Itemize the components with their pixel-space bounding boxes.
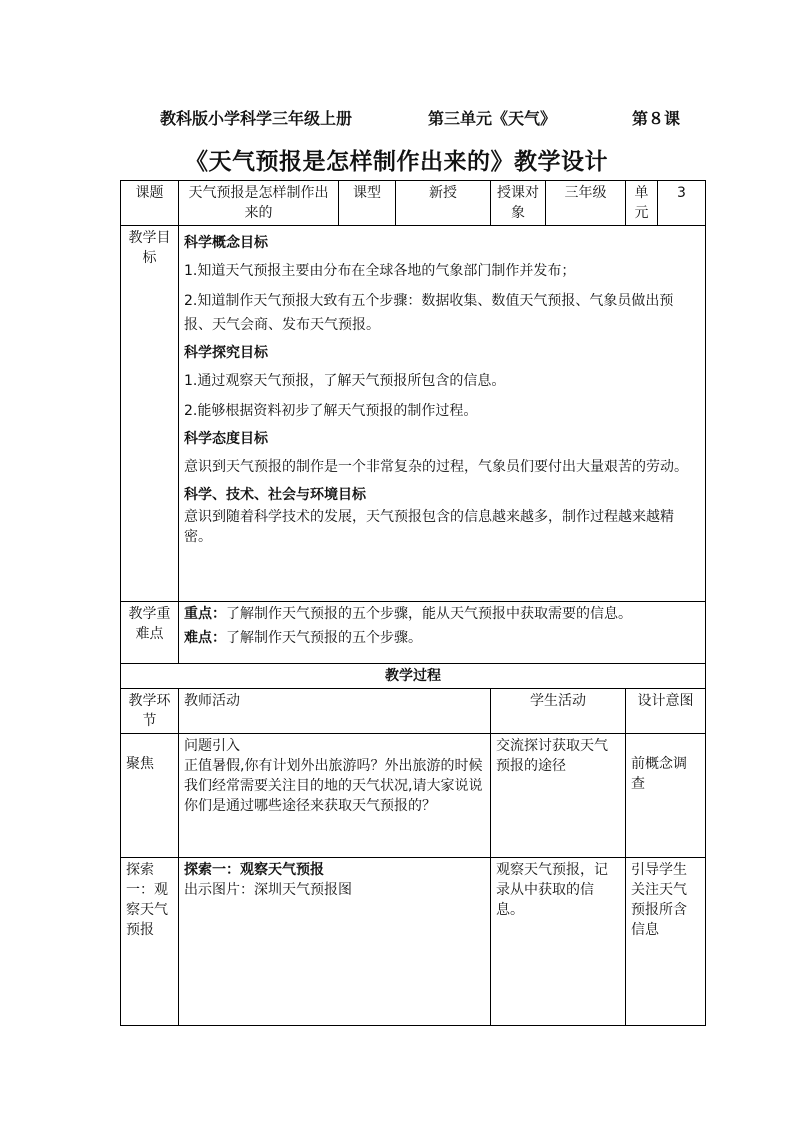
unit-value: 3 (658, 181, 706, 226)
objectives-label: 教学目标 (121, 226, 179, 602)
topic-label: 课题 (121, 181, 179, 226)
objectives-row (121, 226, 706, 602)
key-text: 了解制作天气预报的五个步骤，能从天气预报中获取需要的信息。 (226, 606, 632, 622)
teacher-header: 教师活动 (179, 689, 491, 734)
lesson-plan-table (120, 180, 706, 1026)
unit-label-cell: 单元 (626, 181, 658, 226)
sts-item: 意识到随着科学技术的发展，天气预报包含的信息越来越多，制作过程越来越精密。 (184, 509, 674, 545)
inquiry-item: 1.通过观察天气预报，了解天气预报所包含的信息。 (184, 373, 506, 389)
key-points-content (179, 602, 706, 664)
student-cell: 交流探讨获取天气预报的途径 (491, 734, 626, 858)
type-label: 课型 (339, 181, 396, 226)
intent-cell: 引导学生关注天气预报所含信息 (626, 858, 706, 1026)
key-label: 重点： (184, 606, 226, 622)
inquiry-title: 科学探究目标 (184, 345, 268, 361)
stage-header: 教学环节 (121, 689, 179, 734)
table-row (121, 734, 706, 858)
inquiry-item: 2.能够根据资料初步了解天气预报的制作过程。 (184, 403, 478, 419)
teacher-cell (179, 734, 491, 858)
info-row (121, 181, 706, 226)
stage-cell: 聚焦 (121, 734, 179, 858)
student-header: 学生活动 (491, 689, 626, 734)
page-title: 《天气预报是怎样制作出来的》教学设计 (185, 148, 608, 175)
sts-title: 科学、技术、社会与环境目标 (184, 487, 366, 503)
key-points-label: 教学重难点 (121, 602, 179, 664)
teacher-text: 正值暑假,你有计划外出旅游吗？外出旅游的时候我们经常需要关注目的地的天气状况,请大家说说你们是通过哪些途径来获取天气预报的？ (184, 758, 483, 814)
teacher-heading: 问题引入 (184, 738, 240, 754)
objectives-content (179, 226, 706, 602)
concept-item: 1.知道天气预报主要由分布在全球各地的气象部门制作并发布； (184, 263, 576, 279)
attitude-title: 科学态度目标 (184, 431, 268, 447)
difficult-label: 难点： (184, 630, 226, 646)
teacher-cell (179, 858, 491, 1026)
teacher-heading: 探索一：观察天气预报 (184, 862, 324, 878)
key-points-row (121, 602, 706, 664)
process-title: 教学过程 (121, 664, 706, 689)
document-header (160, 106, 680, 129)
concept-item: 2.知道制作天气预报大致有五个步骤：数据收集、数值天气预报、气象员做出预报、天气会商、发布天气预报。 (184, 293, 674, 333)
attitude-item: 意识到天气预报的制作是一个非常复杂的过程，气象员们要付出大量艰苦的劳动。 (184, 459, 688, 475)
concept-title: 科学概念目标 (184, 235, 268, 251)
audience-value: 三年级 (546, 181, 626, 226)
series-label: 教科版小学科学三年级上册 (160, 109, 353, 128)
intent-cell: 前概念调查 (626, 734, 706, 858)
table-row (121, 858, 706, 1026)
intent-header: 设计意图 (626, 689, 706, 734)
difficult-text: 了解制作天气预报的五个步骤。 (226, 630, 422, 646)
audience-label: 授课对象 (491, 181, 546, 226)
teacher-text: 出示图片：深圳天气预报图 (184, 882, 352, 898)
process-title-row (121, 664, 706, 689)
type-value: 新授 (396, 181, 491, 226)
stage-cell: 探索一：观察天气预报 (121, 858, 179, 1026)
student-cell: 观察天气预报，记录从中获取的信息。 (491, 858, 626, 1026)
unit-label: 第三单元《天气》 (427, 109, 556, 128)
process-header-row (121, 689, 706, 734)
lesson-label: 第８课 (631, 109, 680, 128)
topic-value: 天气预报是怎样制作出来的 (179, 181, 339, 226)
